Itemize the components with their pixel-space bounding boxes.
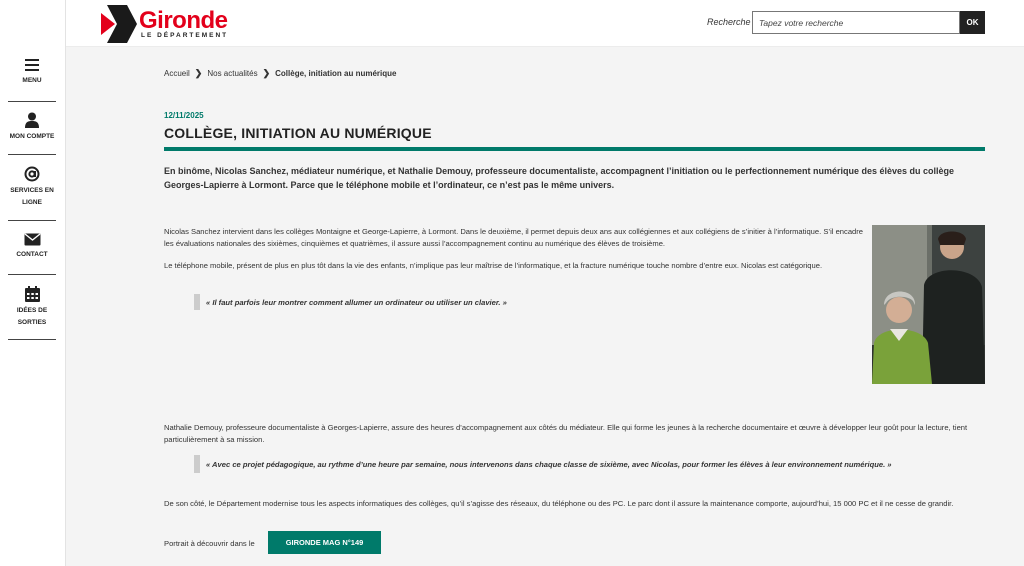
breadcrumb-home-link[interactable]: Accueil [164, 69, 190, 78]
search-button[interactable]: OK [960, 11, 985, 34]
search-label: Recherche [707, 17, 751, 27]
sidebar-item-label: IDÉES DE SORTIES [16, 307, 48, 326]
breadcrumb [164, 68, 396, 79]
gironde-logo[interactable] [101, 5, 241, 43]
breadcrumb-current: Collège, initiation au numérique [275, 69, 397, 78]
menu-icon [24, 58, 40, 72]
sidebar-item-label: MON COMPTE [9, 133, 55, 140]
portrait-image [872, 225, 985, 384]
article-paragraph: De son côté, le Département modernise tous les aspects informatiques des collèges, qu’il s’agisse des réseaux, du téléphone ou des PC. Le parc dont il assure la maintenance comporte, aujourd’hui, 15 000 PC et il ne cesse de grandir. [164, 499, 954, 508]
chevron-right-icon: ❯ [262, 68, 271, 78]
sidebar-item-label: MENU [22, 77, 42, 84]
article-date: 12/11/2025 [164, 111, 204, 120]
header [0, 0, 1024, 47]
logo-subtitle: LE DÉPARTEMENT [141, 32, 229, 39]
calendar-icon [25, 286, 40, 302]
breadcrumb-section-link[interactable]: Nos actualités [207, 69, 258, 78]
article-paragraph: Le téléphone mobile, présent de plus en plus tôt dans la vie des enfants, n’implique pas leur maîtrise de l’informatique, et la fracture numérique touche nombre d’entre eux. Nicolas est catégorique. [164, 261, 823, 270]
article-paragraph: Nathalie Demouy, professeure documentaliste à Georges-Lapierre, assure des heures d’accompagnement aux côtés du médiateur. Elle qui forme les jeunes à la recherche documentaire et œuvre à développer leur goût pour la lecture, tient particulièrement à sa mission. [164, 423, 968, 444]
article-lead: En binôme, Nicolas Sanchez, médiateur numérique, et Nathalie Demouy, professeure documentaliste, accompagnent l’initiation ou le perfectionnement numérique des élèves du collège Georges-Lapierre à Lormont. Parce que le téléphone mobile et l’ordinateur, ce n’est pas le même univers. [164, 166, 955, 190]
mail-icon [24, 233, 41, 246]
sidebar-item-label: SERVICES EN LIGNE [10, 187, 54, 206]
article-quote: « Avec ce projet pédagogique, au rythme d’une heure par semaine, nous intervenons dans chaque classe de sixième, avec Nicolas, pour former les élèves à leur environnement numérique. » [194, 455, 892, 473]
logo-text: Gironde [139, 7, 228, 34]
user-icon [25, 112, 39, 128]
logo-mark-icon [101, 5, 137, 43]
article-photo [872, 225, 985, 384]
title-divider [164, 147, 985, 151]
sidebar-item-account[interactable] [8, 112, 56, 155]
sidebar [0, 0, 66, 566]
article-quote: « Il faut parfois leur montrer comment allumer un ordinateur ou utiliser un clavier. » [194, 294, 507, 310]
sidebar-item-label: CONTACT [16, 251, 48, 258]
chevron-right-icon: ❯ [194, 68, 203, 78]
at-icon [24, 166, 40, 182]
gironde-mag-button[interactable]: GIRONDE MAG N°149 [268, 531, 381, 554]
sidebar-item-menu[interactable] [8, 58, 56, 102]
sidebar-item-outings[interactable] [8, 286, 56, 340]
search-input[interactable] [752, 11, 960, 34]
article-paragraph: Portrait à découvrir dans le [164, 539, 255, 548]
page-title: COLLÈGE, INITIATION AU NUMÉRIQUE [164, 125, 432, 141]
article-paragraph: Nicolas Sanchez intervient dans les collèges Montaigne et George-Lapierre, à Lormont. Dans le deuxième, il permet depuis deux ans aux collégiennes et aux collégiens de s’initier à l’informatique. S’il encadre les évaluations nationales des sixièmes, cinquièmes et quatrièmes, il assure aussi l’accompagnement continu au numérique des élèves de troisième. [164, 227, 864, 248]
sidebar-item-online-services[interactable] [8, 166, 56, 221]
sidebar-item-contact[interactable] [8, 233, 56, 275]
